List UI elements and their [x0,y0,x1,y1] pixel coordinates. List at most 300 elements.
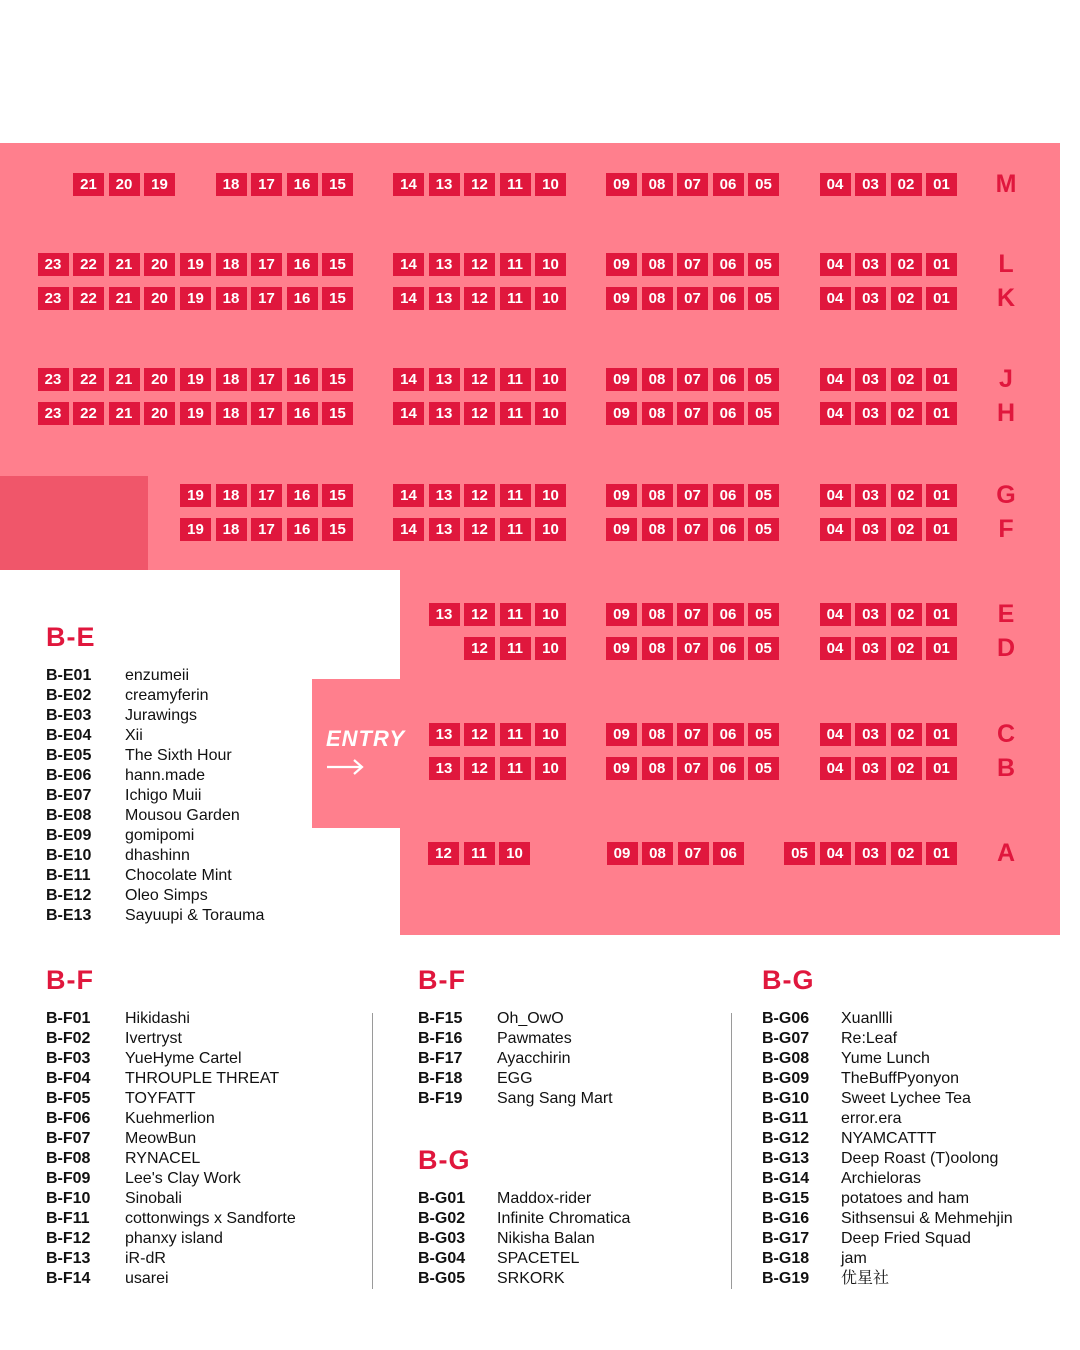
booth-h-18[interactable]: 18 [216,402,247,425]
booth-k-23[interactable]: 23 [38,287,69,310]
booth-k-21[interactable]: 21 [109,287,140,310]
booth-j-04[interactable]: 04 [820,368,851,391]
booth-j-21[interactable]: 21 [109,368,140,391]
booth-d-01[interactable]: 01 [926,637,957,660]
booth-f-16[interactable]: 16 [287,518,318,541]
booth-code: B-G13 [762,1150,810,1167]
booth-k-03[interactable]: 03 [855,287,886,310]
booth-b-02[interactable]: 02 [891,757,922,780]
exhibitor-entry [418,1009,613,1029]
booth-c-09[interactable]: 09 [606,723,637,746]
exhibitor-name: dhashinn [125,847,190,864]
exhibitor-entry [762,1269,1013,1289]
booth-f-06[interactable]: 06 [713,518,744,541]
booth-m-21[interactable]: 21 [73,173,104,196]
exhibitor-entry [46,766,264,786]
booth-l-17[interactable]: 17 [251,253,282,276]
booth-j-22[interactable]: 22 [73,368,104,391]
booth-m-09[interactable]: 09 [606,173,637,196]
exhibitor-entry [762,1249,1013,1269]
booth-e-11[interactable]: 11 [500,603,531,626]
booth-code: B-G17 [762,1230,810,1247]
exhibitor-name: Infinite Chromatica [497,1210,631,1227]
booth-m-04[interactable]: 04 [820,173,851,196]
booth-l-11[interactable]: 11 [500,253,531,276]
booth-d-10[interactable]: 10 [535,637,566,660]
booth-l-18[interactable]: 18 [216,253,247,276]
booth-k-10[interactable]: 10 [535,287,566,310]
booth-h-06[interactable]: 06 [713,402,744,425]
booth-m-14[interactable]: 14 [393,173,424,196]
booth-l-22[interactable]: 22 [73,253,104,276]
booth-h-08[interactable]: 08 [642,402,673,425]
exhibitor-entry [46,686,264,706]
booth-h-17[interactable]: 17 [251,402,282,425]
booth-b-12[interactable]: 12 [464,757,495,780]
exhibitor-entry [46,1049,296,1069]
exhibitor-name: creamyferin [125,687,209,704]
booth-m-16[interactable]: 16 [287,173,318,196]
booth-a-01[interactable]: 01 [926,842,957,865]
exhibitor-entry [46,1129,296,1149]
booth-code: B-G16 [762,1210,810,1227]
booth-d-05[interactable]: 05 [748,637,779,660]
booth-m-13[interactable]: 13 [429,173,460,196]
booth-h-12[interactable]: 12 [464,402,495,425]
booth-l-15[interactable]: 15 [322,253,353,276]
booth-j-16[interactable]: 16 [287,368,318,391]
booth-g-08[interactable]: 08 [642,484,673,507]
booth-h-03[interactable]: 03 [855,402,886,425]
booth-g-13[interactable]: 13 [429,484,460,507]
booth-k-11[interactable]: 11 [500,287,531,310]
booth-d-11[interactable]: 11 [500,637,531,660]
booth-l-12[interactable]: 12 [464,253,495,276]
exhibitor-name: The Sixth Hour [125,747,232,764]
row-label-f: F [998,515,1014,543]
booth-j-03[interactable]: 03 [855,368,886,391]
booth-d-03[interactable]: 03 [855,637,886,660]
booth-f-12[interactable]: 12 [464,518,495,541]
booth-k-22[interactable]: 22 [73,287,104,310]
booth-code: B-E01 [46,667,92,684]
booth-f-03[interactable]: 03 [855,518,886,541]
booth-d-09[interactable]: 09 [606,637,637,660]
booth-b-04[interactable]: 04 [820,757,851,780]
booth-k-09[interactable]: 09 [606,287,637,310]
booth-j-19[interactable]: 19 [180,368,211,391]
booth-code: B-G01 [418,1190,466,1207]
exhibitor-entry [418,1029,613,1049]
exhibitor-entry [418,1209,630,1229]
booth-j-20[interactable]: 20 [144,368,175,391]
booth-b-10[interactable]: 10 [535,757,566,780]
booth-code: B-G10 [762,1090,810,1107]
booth-f-02[interactable]: 02 [891,518,922,541]
booth-m-18[interactable]: 18 [216,173,247,196]
booth-l-02[interactable]: 02 [891,253,922,276]
booth-j-05[interactable]: 05 [748,368,779,391]
booth-b-05[interactable]: 05 [748,757,779,780]
booth-c-13[interactable]: 13 [429,723,460,746]
booth-m-07[interactable]: 07 [677,173,708,196]
booth-a-10[interactable]: 10 [499,842,530,865]
booth-h-21[interactable]: 21 [109,402,140,425]
booth-f-14[interactable]: 14 [393,518,424,541]
booth-a-08[interactable]: 08 [642,842,673,865]
exhibitor-name: error.era [841,1110,902,1127]
booth-l-23[interactable]: 23 [38,253,69,276]
booth-h-11[interactable]: 11 [500,402,531,425]
booth-h-13[interactable]: 13 [429,402,460,425]
exhibitor-name: Deep Roast (T)oolong [841,1150,999,1167]
booth-j-15[interactable]: 15 [322,368,353,391]
exhibitor-entry [762,1049,1013,1069]
booth-a-03[interactable]: 03 [855,842,886,865]
booth-j-14[interactable]: 14 [393,368,424,391]
booth-h-19[interactable]: 19 [180,402,211,425]
booth-d-08[interactable]: 08 [642,637,673,660]
booth-l-05[interactable]: 05 [748,253,779,276]
exhibitor-entry [762,1209,1013,1229]
booth-e-12[interactable]: 12 [464,603,495,626]
booth-e-10[interactable]: 10 [535,603,566,626]
booth-g-18[interactable]: 18 [216,484,247,507]
booth-k-08[interactable]: 08 [642,287,673,310]
booth-g-05[interactable]: 05 [748,484,779,507]
booth-l-14[interactable]: 14 [393,253,424,276]
booth-g-03[interactable]: 03 [855,484,886,507]
exhibitor-name: 优星社 [841,1270,890,1287]
exhibitor-entry [46,726,264,746]
booth-m-19[interactable]: 19 [144,173,175,196]
booth-j-11[interactable]: 11 [500,368,531,391]
row-label-l: L [998,250,1014,278]
exhibitor-entry [46,1229,296,1249]
exhibitor-name: enzumeii [125,667,190,684]
booth-h-23[interactable]: 23 [38,402,69,425]
booth-h-07[interactable]: 07 [677,402,708,425]
booth-g-11[interactable]: 11 [500,484,531,507]
booth-k-16[interactable]: 16 [287,287,318,310]
booth-f-01[interactable]: 01 [926,518,957,541]
booth-k-20[interactable]: 20 [144,287,175,310]
exhibitor-name: Re:Leaf [841,1030,898,1047]
booth-l-19[interactable]: 19 [180,253,211,276]
booth-code: B-G15 [762,1190,810,1207]
booth-f-09[interactable]: 09 [606,518,637,541]
booth-h-02[interactable]: 02 [891,402,922,425]
exhibitor-name: Sithsensui & Mehmehjin [841,1210,1013,1227]
booth-l-06[interactable]: 06 [713,253,744,276]
exhibitor-name: YueHyme Cartel [125,1050,242,1067]
booth-c-05[interactable]: 05 [748,723,779,746]
booth-b-08[interactable]: 08 [642,757,673,780]
booth-a-11[interactable]: 11 [464,842,495,865]
booth-code: B-F09 [46,1170,91,1187]
booth-a-05[interactable]: 05 [784,842,815,865]
booth-e-09[interactable]: 09 [606,603,637,626]
exhibitor-name: iR-dR [125,1250,166,1267]
booth-h-04[interactable]: 04 [820,402,851,425]
booth-d-06[interactable]: 06 [713,637,744,660]
booth-h-01[interactable]: 01 [926,402,957,425]
booth-k-05[interactable]: 05 [748,287,779,310]
booth-b-03[interactable]: 03 [855,757,886,780]
exhibitor-entry [46,786,264,806]
booth-g-04[interactable]: 04 [820,484,851,507]
booth-j-17[interactable]: 17 [251,368,282,391]
booth-b-11[interactable]: 11 [500,757,531,780]
booth-code: B-F10 [46,1190,91,1207]
booth-l-09[interactable]: 09 [606,253,637,276]
booth-h-10[interactable]: 10 [535,402,566,425]
booth-k-06[interactable]: 06 [713,287,744,310]
booth-j-02[interactable]: 02 [891,368,922,391]
booth-code: B-F19 [418,1090,463,1107]
exhibitor-entry [46,706,264,726]
booth-j-23[interactable]: 23 [38,368,69,391]
booth-k-19[interactable]: 19 [180,287,211,310]
booth-k-07[interactable]: 07 [677,287,708,310]
booth-code: B-G14 [762,1170,810,1187]
booth-h-14[interactable]: 14 [393,402,424,425]
booth-g-09[interactable]: 09 [606,484,637,507]
exhibitor-list-b-g-1 [418,1189,630,1289]
booth-e-13[interactable]: 13 [429,603,460,626]
exhibitor-entry [762,1149,1013,1169]
booth-b-06[interactable]: 06 [713,757,744,780]
booth-c-04[interactable]: 04 [820,723,851,746]
booth-j-09[interactable]: 09 [606,368,637,391]
booth-f-19[interactable]: 19 [180,518,211,541]
booth-e-04[interactable]: 04 [820,603,851,626]
exhibitor-name: Oleo Simps [125,887,208,904]
exhibitor-entry [762,1229,1013,1249]
booth-k-14[interactable]: 14 [393,287,424,310]
booth-code: B-E08 [46,807,92,824]
row-label-e: E [997,600,1015,628]
booth-code: B-F17 [418,1050,463,1067]
booth-c-07[interactable]: 07 [677,723,708,746]
booth-g-01[interactable]: 01 [926,484,957,507]
booth-g-16[interactable]: 16 [287,484,318,507]
booth-m-12[interactable]: 12 [464,173,495,196]
booth-e-02[interactable]: 02 [891,603,922,626]
booth-c-10[interactable]: 10 [535,723,566,746]
booth-b-01[interactable]: 01 [926,757,957,780]
booth-k-01[interactable]: 01 [926,287,957,310]
exhibitor-entry [762,1169,1013,1189]
booth-h-05[interactable]: 05 [748,402,779,425]
exhibitor-name: jam [841,1250,867,1267]
booth-b-13[interactable]: 13 [429,757,460,780]
booth-g-12[interactable]: 12 [464,484,495,507]
exhibitor-entry [46,1029,296,1049]
column-divider [372,1013,373,1289]
booth-l-21[interactable]: 21 [109,253,140,276]
booth-g-07[interactable]: 07 [677,484,708,507]
exhibitor-name: Ayacchirin [497,1050,571,1067]
booth-j-13[interactable]: 13 [429,368,460,391]
booth-m-03[interactable]: 03 [855,173,886,196]
booth-f-10[interactable]: 10 [535,518,566,541]
exhibitor-entry [46,1009,296,1029]
booth-a-06[interactable]: 06 [713,842,744,865]
booth-h-16[interactable]: 16 [287,402,318,425]
booth-l-07[interactable]: 07 [677,253,708,276]
booth-m-08[interactable]: 08 [642,173,673,196]
booth-f-07[interactable]: 07 [677,518,708,541]
booth-k-18[interactable]: 18 [216,287,247,310]
booth-d-12[interactable]: 12 [464,637,495,660]
booth-e-05[interactable]: 05 [748,603,779,626]
booth-f-13[interactable]: 13 [429,518,460,541]
booth-k-17[interactable]: 17 [251,287,282,310]
booth-d-04[interactable]: 04 [820,637,851,660]
exhibitor-entry [46,1149,296,1169]
booth-k-02[interactable]: 02 [891,287,922,310]
reserved-area [0,476,148,570]
booth-code: B-E09 [46,827,92,844]
booth-m-01[interactable]: 01 [926,173,957,196]
booth-e-03[interactable]: 03 [855,603,886,626]
exhibitor-entry [46,826,264,846]
booth-g-06[interactable]: 06 [713,484,744,507]
booth-k-12[interactable]: 12 [464,287,495,310]
booth-m-06[interactable]: 06 [713,173,744,196]
exhibitor-entry [46,1249,296,1269]
booth-k-15[interactable]: 15 [322,287,353,310]
booth-l-08[interactable]: 08 [642,253,673,276]
booth-j-12[interactable]: 12 [464,368,495,391]
booth-a-02[interactable]: 02 [891,842,922,865]
booth-c-08[interactable]: 08 [642,723,673,746]
exhibitor-entry [46,666,264,686]
booth-f-08[interactable]: 08 [642,518,673,541]
booth-h-20[interactable]: 20 [144,402,175,425]
exhibitor-entry [46,1269,296,1289]
booth-g-14[interactable]: 14 [393,484,424,507]
exhibitor-entry [762,1009,1013,1029]
booth-code: B-E13 [46,907,92,924]
booth-j-08[interactable]: 08 [642,368,673,391]
row-label-m: M [995,170,1017,198]
exhibitor-name: cottonwings x Sandforte [125,1210,296,1227]
booth-g-15[interactable]: 15 [322,484,353,507]
exhibitor-name: Ivertryst [125,1030,182,1047]
booth-code: B-F03 [46,1050,91,1067]
booth-code: B-F18 [418,1070,463,1087]
booth-j-06[interactable]: 06 [713,368,744,391]
booth-f-18[interactable]: 18 [216,518,247,541]
booth-l-13[interactable]: 13 [429,253,460,276]
booth-m-05[interactable]: 05 [748,173,779,196]
booth-k-13[interactable]: 13 [429,287,460,310]
booth-g-02[interactable]: 02 [891,484,922,507]
booth-j-07[interactable]: 07 [677,368,708,391]
row-label-h: H [996,399,1016,427]
booth-j-18[interactable]: 18 [216,368,247,391]
booth-l-20[interactable]: 20 [144,253,175,276]
section-heading-b-g: B-G [418,1145,471,1175]
exhibitor-name: Lee's Clay Work [125,1170,241,1187]
booth-code: B-E07 [46,787,92,804]
booth-b-09[interactable]: 09 [606,757,637,780]
booth-code: B-G08 [762,1050,810,1067]
booth-a-12[interactable]: 12 [428,842,459,865]
booth-m-11[interactable]: 11 [500,173,531,196]
booth-a-07[interactable]: 07 [678,842,709,865]
booth-h-09[interactable]: 09 [606,402,637,425]
booth-e-08[interactable]: 08 [642,603,673,626]
exhibitor-name: Deep Fried Squad [841,1230,971,1247]
booth-c-01[interactable]: 01 [926,723,957,746]
booth-k-04[interactable]: 04 [820,287,851,310]
booth-j-10[interactable]: 10 [535,368,566,391]
booth-l-04[interactable]: 04 [820,253,851,276]
booth-h-22[interactable]: 22 [73,402,104,425]
booth-code: B-G12 [762,1130,810,1147]
exhibitor-entry [418,1089,613,1109]
booth-g-17[interactable]: 17 [251,484,282,507]
booth-a-04[interactable]: 04 [820,842,851,865]
exhibitor-name: Chocolate Mint [125,867,232,884]
booth-l-16[interactable]: 16 [287,253,318,276]
booth-d-07[interactable]: 07 [677,637,708,660]
booth-l-10[interactable]: 10 [535,253,566,276]
booth-j-01[interactable]: 01 [926,368,957,391]
booth-code: B-F02 [46,1030,91,1047]
booth-d-02[interactable]: 02 [891,637,922,660]
booth-g-19[interactable]: 19 [180,484,211,507]
booth-e-01[interactable]: 01 [926,603,957,626]
entry-area [312,679,400,828]
booth-c-12[interactable]: 12 [464,723,495,746]
booth-m-10[interactable]: 10 [535,173,566,196]
booth-m-02[interactable]: 02 [891,173,922,196]
booth-b-07[interactable]: 07 [677,757,708,780]
exhibitor-list-b-g-2 [762,1009,1013,1289]
booth-code: B-E12 [46,887,92,904]
booth-l-01[interactable]: 01 [926,253,957,276]
booth-e-06[interactable]: 06 [713,603,744,626]
booth-f-15[interactable]: 15 [322,518,353,541]
exhibitor-name: Sayuupi & Torauma [125,907,265,924]
booth-f-11[interactable]: 11 [500,518,531,541]
exhibitor-entry [762,1129,1013,1149]
booth-f-05[interactable]: 05 [748,518,779,541]
booth-l-03[interactable]: 03 [855,253,886,276]
booth-f-17[interactable]: 17 [251,518,282,541]
booth-m-20[interactable]: 20 [109,173,140,196]
booth-c-02[interactable]: 02 [891,723,922,746]
booth-c-03[interactable]: 03 [855,723,886,746]
booth-g-10[interactable]: 10 [535,484,566,507]
booth-m-15[interactable]: 15 [322,173,353,196]
booth-e-07[interactable]: 07 [677,603,708,626]
booth-c-06[interactable]: 06 [713,723,744,746]
booth-code: B-G03 [418,1230,466,1247]
booth-f-04[interactable]: 04 [820,518,851,541]
booth-c-11[interactable]: 11 [500,723,531,746]
booth-m-17[interactable]: 17 [251,173,282,196]
exhibitor-entry [418,1229,630,1249]
booth-code: B-F06 [46,1110,91,1127]
booth-a-09[interactable]: 09 [607,842,638,865]
section-heading-b-e: B-E [46,622,96,652]
booth-h-15[interactable]: 15 [322,402,353,425]
